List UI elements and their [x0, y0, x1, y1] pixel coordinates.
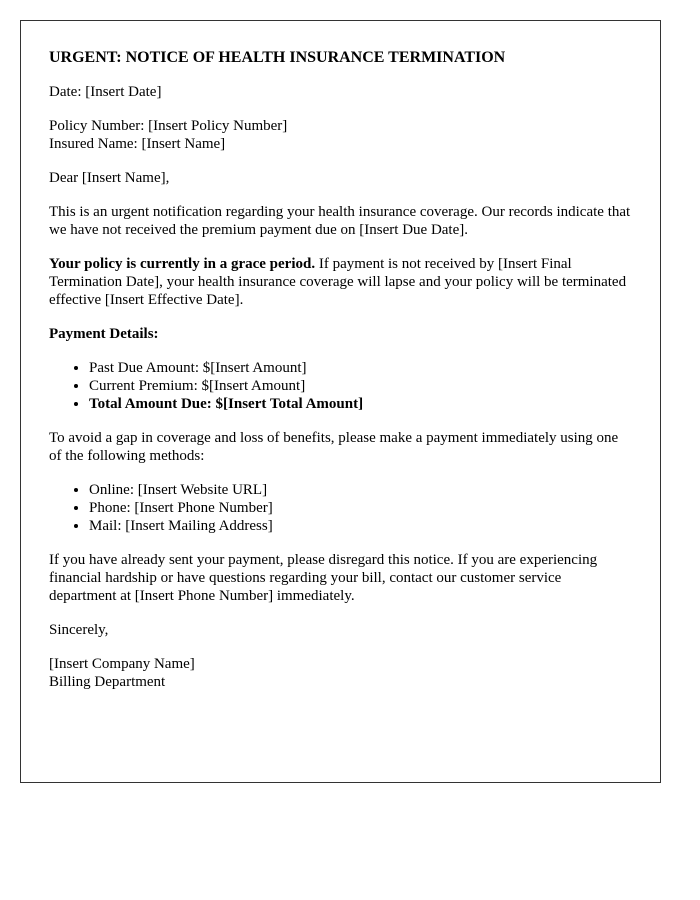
- methods-intro: To avoid a gap in coverage and loss of benefits, please make a payment immediately using one of the following methods:: [49, 430, 619, 464]
- grace-emphasis: Your policy is currently in a grace period.: [49, 256, 316, 272]
- methods-list: [49, 481, 632, 535]
- grace-paragraph: [49, 255, 632, 309]
- letter-title: URGENT: NOTICE OF HEALTH INSURANCE TERMINATION: [49, 49, 506, 66]
- company-name: [Insert Company Name]: [49, 656, 195, 672]
- grace-text: If payment is not received by [Insert Final Termination Date], your health insurance coverage will lapse and your policy will be terminated effective [Insert Effective Date].: [49, 256, 627, 308]
- policy-number: Policy Number: [Insert Policy Number]: [49, 118, 288, 134]
- department-name: Billing Department: [49, 674, 166, 690]
- list-item: • Current Premium: $[Insert Amount]: [89, 377, 632, 395]
- salutation: Dear [Insert Name],: [49, 170, 170, 186]
- closing-paragraph: If you have already sent your payment, please disregard this notice. If you are experiencing financial hardship or have questions regarding your bill, contact our customer service department at [Insert Phone Number] immediately.: [49, 552, 598, 604]
- payment-heading: [49, 325, 632, 343]
- list-item: [89, 395, 632, 413]
- list-item: • Phone: [Insert Phone Number]: [89, 499, 632, 517]
- letter: [20, 20, 661, 783]
- signoff: Sincerely,: [49, 622, 109, 638]
- list-item: • Mail: [Insert Mailing Address]: [89, 517, 632, 535]
- total-due: Total Amount Due: $[Insert Total Amount]: [89, 396, 364, 412]
- signature: [49, 655, 632, 691]
- list-item: • Past Due Amount: $[Insert Amount]: [89, 359, 632, 377]
- list-item: • Online: [Insert Website URL]: [89, 481, 632, 499]
- payment-list: [49, 359, 632, 413]
- date-line: Date: [Insert Date]: [49, 84, 162, 100]
- intro-paragraph: This is an urgent notification regarding your health insurance coverage. Our records indicate that we have not received the premium payment due on [Insert Due Date].: [49, 204, 631, 238]
- insured-name: Insured Name: [Insert Name]: [49, 136, 226, 152]
- payment-heading-text: Payment Details:: [49, 326, 159, 342]
- policy-info: [49, 117, 632, 153]
